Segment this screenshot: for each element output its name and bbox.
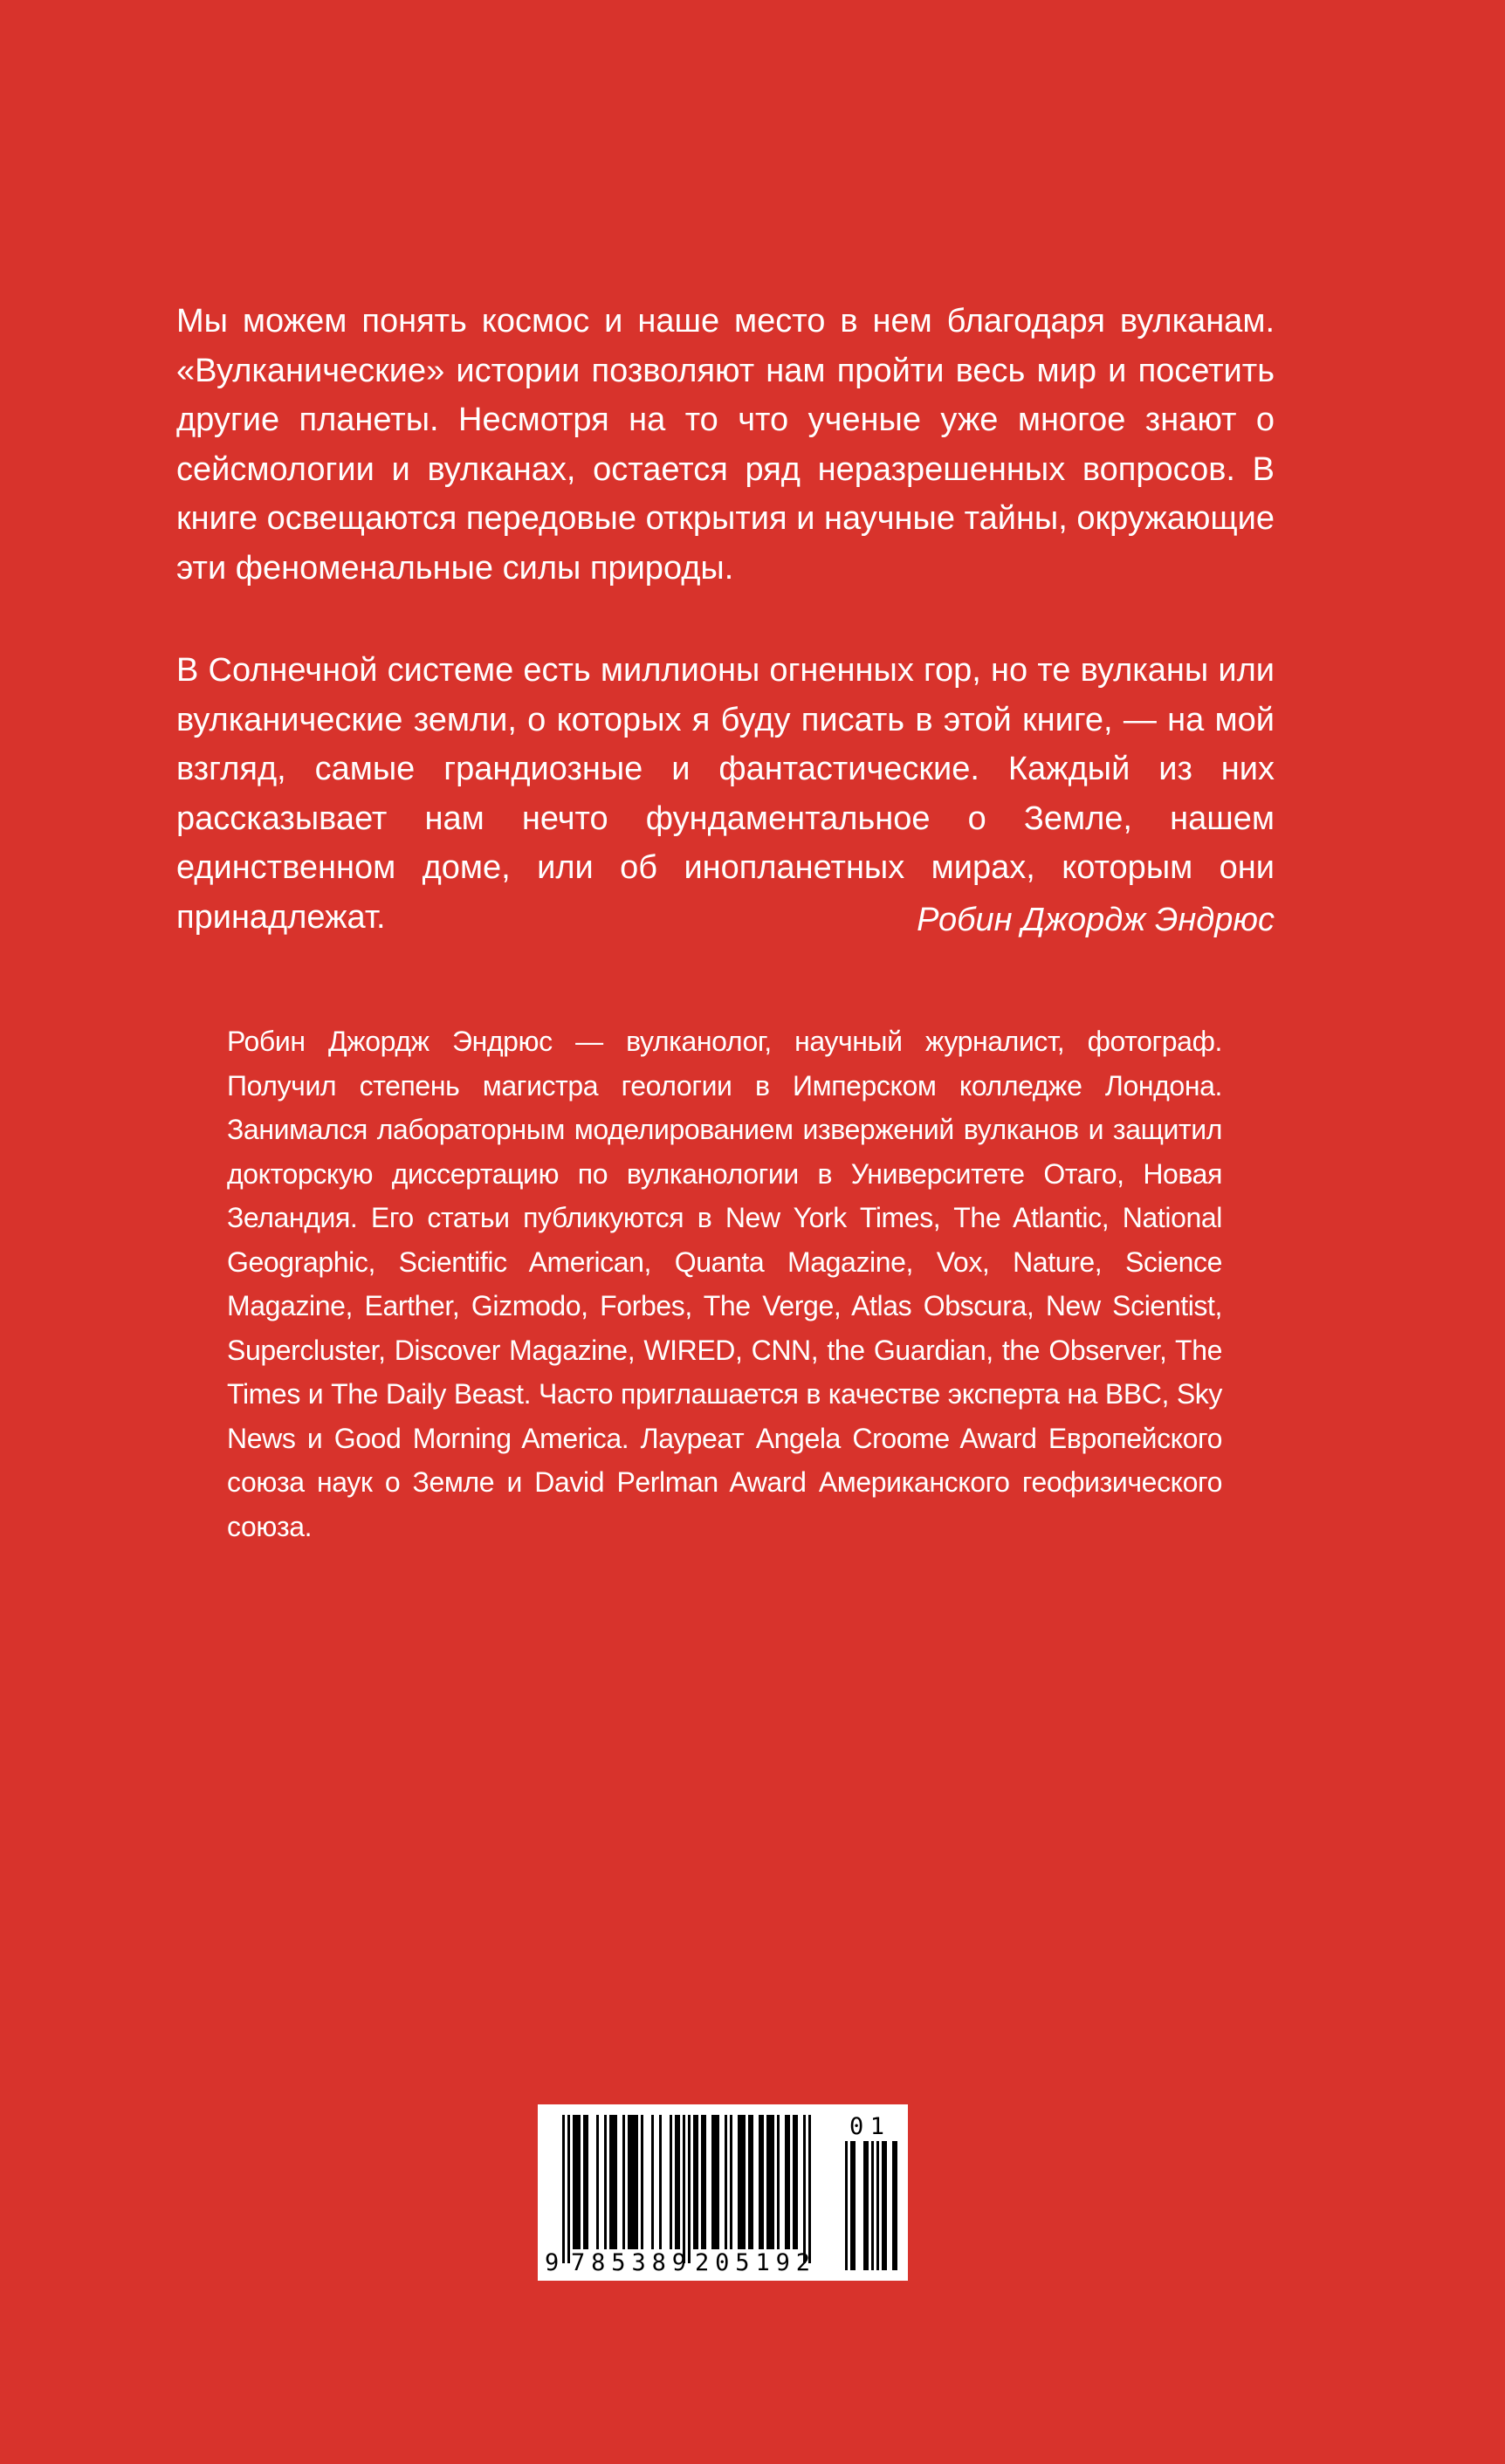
barcode-bar xyxy=(711,2115,714,2249)
barcode-addon-bar xyxy=(871,2141,874,2270)
barcode-bar xyxy=(583,2115,586,2249)
barcode-bar xyxy=(748,2115,751,2249)
barcode-guard-bar xyxy=(683,2115,685,2263)
barcode-addon-bar xyxy=(866,2141,869,2270)
barcode-bar xyxy=(738,2115,740,2249)
barcode-bar xyxy=(677,2115,680,2249)
barcode-bar xyxy=(615,2115,617,2249)
barcode-bar xyxy=(743,2115,746,2249)
barcode-bar xyxy=(628,2115,630,2249)
barcode-guard-bar xyxy=(688,2115,691,2263)
barcode-bar xyxy=(641,2115,643,2249)
barcode-addon-bars xyxy=(845,2141,897,2270)
barcode-addon-bar xyxy=(853,2141,856,2270)
barcode-right-digits: 205192 xyxy=(695,2249,810,2276)
barcode-guard-bar xyxy=(803,2115,806,2263)
barcode-bar xyxy=(633,2115,636,2249)
barcode-bar xyxy=(793,2115,795,2249)
barcode-addon-bar xyxy=(892,2141,895,2270)
barcode-bar xyxy=(575,2115,578,2249)
isbn-barcode xyxy=(538,2104,908,2281)
barcode-bar xyxy=(704,2115,706,2249)
barcode-addon-bar xyxy=(845,2141,848,2270)
barcode-bar xyxy=(717,2115,719,2249)
barcode-bar xyxy=(573,2115,575,2249)
barcode-bar xyxy=(730,2115,732,2249)
barcode-addon-bar xyxy=(882,2141,884,2270)
barcode-addon-bar xyxy=(876,2141,879,2270)
annotation-paragraph-1 xyxy=(176,297,1275,593)
barcode-addon-bar xyxy=(884,2141,887,2270)
barcode-left-digits: 785389 xyxy=(571,2249,686,2276)
barcode-bar xyxy=(740,2115,743,2249)
barcode-bar xyxy=(759,2115,761,2249)
barcode-guard-bar xyxy=(562,2115,565,2263)
barcode-bar xyxy=(772,2115,774,2249)
barcode-bar xyxy=(670,2115,672,2249)
barcode-bar xyxy=(659,2115,662,2249)
annotation-text-1: Мы можем понять космос и наше место в нем благодаря вулканам. «Вулканические» истории позволяют нам пройти весь мир и посетить другие планеты. Несмотря на то что ученые уже многое знают о сейсмологии и вулканах, остается ряд неразрешенных вопросов. В книге освещаются передовые открытия и научные тайны, окружающие эти феноменальные силы природы. xyxy=(176,303,1275,587)
barcode-bar xyxy=(751,2115,753,2249)
barcode-bar xyxy=(777,2115,780,2249)
barcode-addon-bar xyxy=(850,2141,853,2270)
barcode-guard-bar xyxy=(567,2115,570,2263)
barcode-bar xyxy=(795,2115,798,2249)
barcode-bar xyxy=(604,2115,607,2249)
barcode-bar xyxy=(609,2115,612,2249)
barcode-bars xyxy=(562,2115,811,2263)
barcode-bar xyxy=(701,2115,704,2249)
barcode-graphic xyxy=(538,2104,908,2281)
barcode-bar xyxy=(714,2115,717,2249)
barcode-bar xyxy=(612,2115,615,2249)
barcode-bar xyxy=(596,2115,599,2249)
barcode-bar xyxy=(693,2115,696,2249)
barcode-bar xyxy=(769,2115,772,2249)
barcode-bar xyxy=(785,2115,787,2249)
barcode-bar xyxy=(630,2115,633,2249)
barcode-bar xyxy=(787,2115,790,2249)
barcode-bar xyxy=(696,2115,698,2249)
barcode-bar xyxy=(622,2115,625,2249)
barcode-bar xyxy=(675,2115,677,2249)
barcode-addon-bar xyxy=(895,2141,897,2270)
barcode-bar xyxy=(651,2115,654,2249)
barcode-bar xyxy=(586,2115,588,2249)
barcode-guard-bar xyxy=(808,2115,811,2263)
barcode-first-digit: 9 xyxy=(545,2249,560,2276)
barcode-bar xyxy=(578,2115,581,2249)
barcode-bar xyxy=(761,2115,764,2249)
barcode-bar xyxy=(636,2115,638,2249)
barcode-bar xyxy=(725,2115,727,2249)
barcode-bar xyxy=(766,2115,769,2249)
annotation-text-2: В Солнечной системе есть миллионы огненных гор, но те вулканы или вулканические земли, о которых я буду писать в этой книге, — на мой взгляд, самые грандиозные и фантастические. Каждый из них рассказывает нам нечто фундаментальное о Земле, нашем единственном доме, или об инопланетных мирах, которым они принадлежат. xyxy=(176,652,1275,936)
barcode-addon-digits: 01 xyxy=(849,2113,884,2140)
author-bio: Робин Джордж Эндрюс — вулканолог, научный журналист, фотограф. Получил степень магистра геологии в Имперском колледже Лондона. Занимался лабораторным моделированием извержений вулканов и защитил докторскую диссертацию по вулканологии в Университете Отаго, Новая Зеландия. Его статьи публикуются в New York Times, The Atlantic, National Geographic, Scientific American, Quanta Magazine, Vox, Nature, Science Magazine, Earther, Gizmodo, Forbes, The Verge, Atlas Obscura, New Scientist, Supercluster, Discover Magazine, WIRED, CNN, the Guardian, the Observer, The Times и The Daily Beast. Часто приглашается в качестве эксперта на BBC, Sky News и Good Morning America. Лауреат Angela Croome Award Европейского союза наук о Земле и David Perlman Award Американского геофизического союза. xyxy=(227,1026,1222,1542)
author-signature: Робин Джордж Эндрюс xyxy=(917,902,1275,938)
barcode-addon-bar xyxy=(863,2141,866,2270)
